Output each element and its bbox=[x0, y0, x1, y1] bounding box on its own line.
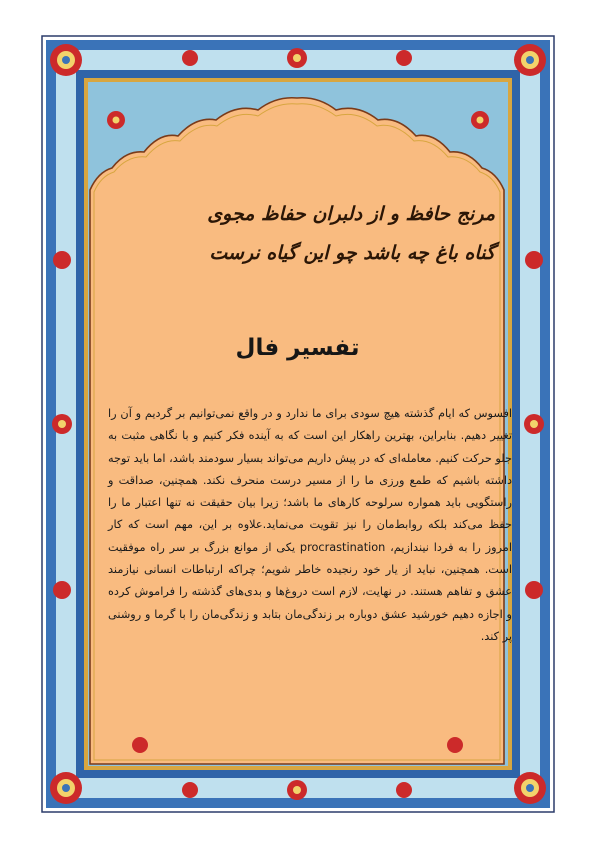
verse-line-1: مرنج حافظ و از دلبران حفاظ مجوی bbox=[207, 203, 495, 225]
corner-rosette-bottom-left bbox=[50, 772, 82, 804]
corner-rosette-top-left bbox=[50, 44, 82, 76]
interpretation-body: افسوس که ایام گذشته هیچ سودی برای ما ندارد و در واقع نمی‌توانیم بر گردیم و آن را تغییر دهیم. بنابراین، بهترین راهکار این است که به آینده فکر کنیم و با نگاهی مثبت به جلو حرکت کنیم. معامله‌ای که در پیش داریم می‌تواند بسیار سودمند باشد، اما باید توجه داشته باشیم که طمع ورزی ما را از مسیر درست منحرف نکند. همچنین، صداقت و راستگویی باید همواره سرلوحه کارهای ما باشد؛ زیرا بیان حقیقت نه تنها اعتبار ما را حفظ می‌کند بلکه روابط‌مان را نیز تقویت می‌نماید.علاوه بر این، مهم است که کار امروز را به فردا نیندازیم، procrastination یکی از موانع بزرگ بر سر راه موفقیت است. همچنین، نباید از یار خود رنجیده خاطر شویم؛ چراکه ارتباطات انسانی نیازمند عشق و تفاهم هستند. در نهایت، لازم است دروغ‌ها و بدی‌های گذشته را فراموش کرده و اجازه دهیم خورشید عشق دوباره بر زندگی‌مان بتابد و زندگی‌مان را با گرما و روشنی پر کند. bbox=[108, 407, 512, 643]
corner-rosette-bottom-right bbox=[514, 772, 546, 804]
corner-rosette-top-right bbox=[514, 44, 546, 76]
verse-line-2: گناه باغ چه باشد چو این گیاه نرست bbox=[209, 242, 495, 264]
interpretation-title: تفسیر فال bbox=[235, 335, 360, 361]
